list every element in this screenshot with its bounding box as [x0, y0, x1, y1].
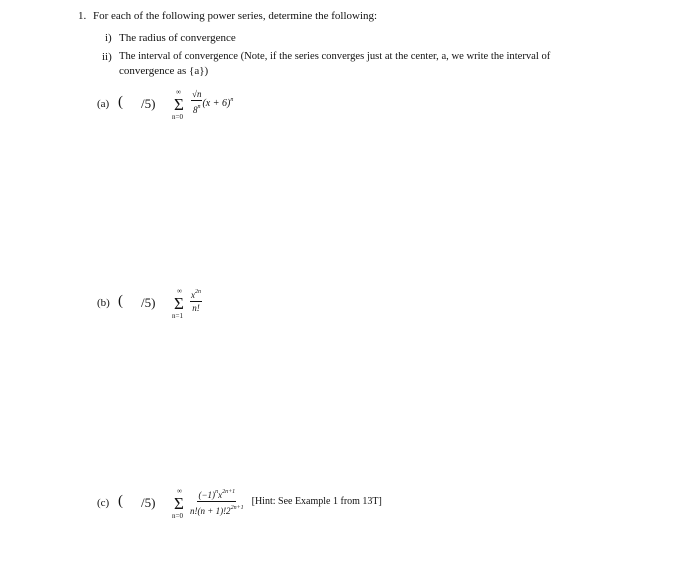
item-i-text: The radius of convergence: [119, 32, 236, 44]
problem-number: 1.: [78, 10, 87, 22]
part-b-label: (b): [97, 297, 110, 309]
part-a-sigma: Σ: [174, 95, 184, 114]
part-b-numerator: $x^{2n}$: [191, 289, 201, 300]
part-b-denominator: n!: [192, 303, 200, 313]
part-b-open-paren: (: [118, 293, 123, 309]
part-c-denominator: $n!(n + 1)!2^{2n+1}$: [190, 505, 244, 516]
part-a-rest: $(x + 6)^n$: [202, 96, 234, 109]
part-c-fraction: [190, 487, 244, 516]
part-c-sigma: Σ: [174, 494, 184, 513]
part-a-numerator: √n: [192, 89, 202, 99]
part-a-denominator: 8$^n$: [192, 104, 201, 115]
item-ii-text-line2: convergence as {a}): [119, 65, 209, 77]
problem-intro: For each of the following power series, determine the following:: [93, 10, 378, 22]
item-i-marker: i): [105, 32, 112, 44]
part-b-term: [190, 287, 202, 313]
part-c-open-paren: (: [118, 493, 123, 509]
item-ii-marker: ii): [102, 51, 112, 63]
part-c-hint: [Hint: See Example 1 from 13T]: [251, 496, 382, 507]
part-b-sum-upper: ∞: [177, 287, 182, 295]
part-a-points: /5): [141, 96, 156, 111]
part-a-term: [191, 89, 233, 115]
part-a-sum-upper: ∞: [176, 88, 181, 96]
part-c-sum-upper: ∞: [177, 487, 182, 495]
part-a-label: (a): [97, 98, 110, 110]
part-c-label: (c): [97, 497, 110, 509]
item-ii-text-line1: The interval of convergence (Note, if the series converges just at the center, a, we write the interval of: [119, 51, 551, 62]
part-a-open-paren: (: [118, 94, 123, 110]
part-a-fraction: [191, 89, 202, 115]
part-c-sum-lower: n=0: [172, 512, 183, 520]
part-a-sum-lower: n=0: [172, 113, 183, 121]
part-c-term: [190, 487, 382, 516]
part-c-numerator: $(-1)^nx^{2n+1}$: [198, 489, 236, 500]
part-b-sum-lower: n=1: [172, 312, 183, 320]
part-c-points: /5): [141, 495, 156, 510]
part-b-points: /5): [141, 295, 156, 310]
part-b-sigma: Σ: [174, 294, 184, 313]
part-b-fraction: [190, 287, 202, 313]
